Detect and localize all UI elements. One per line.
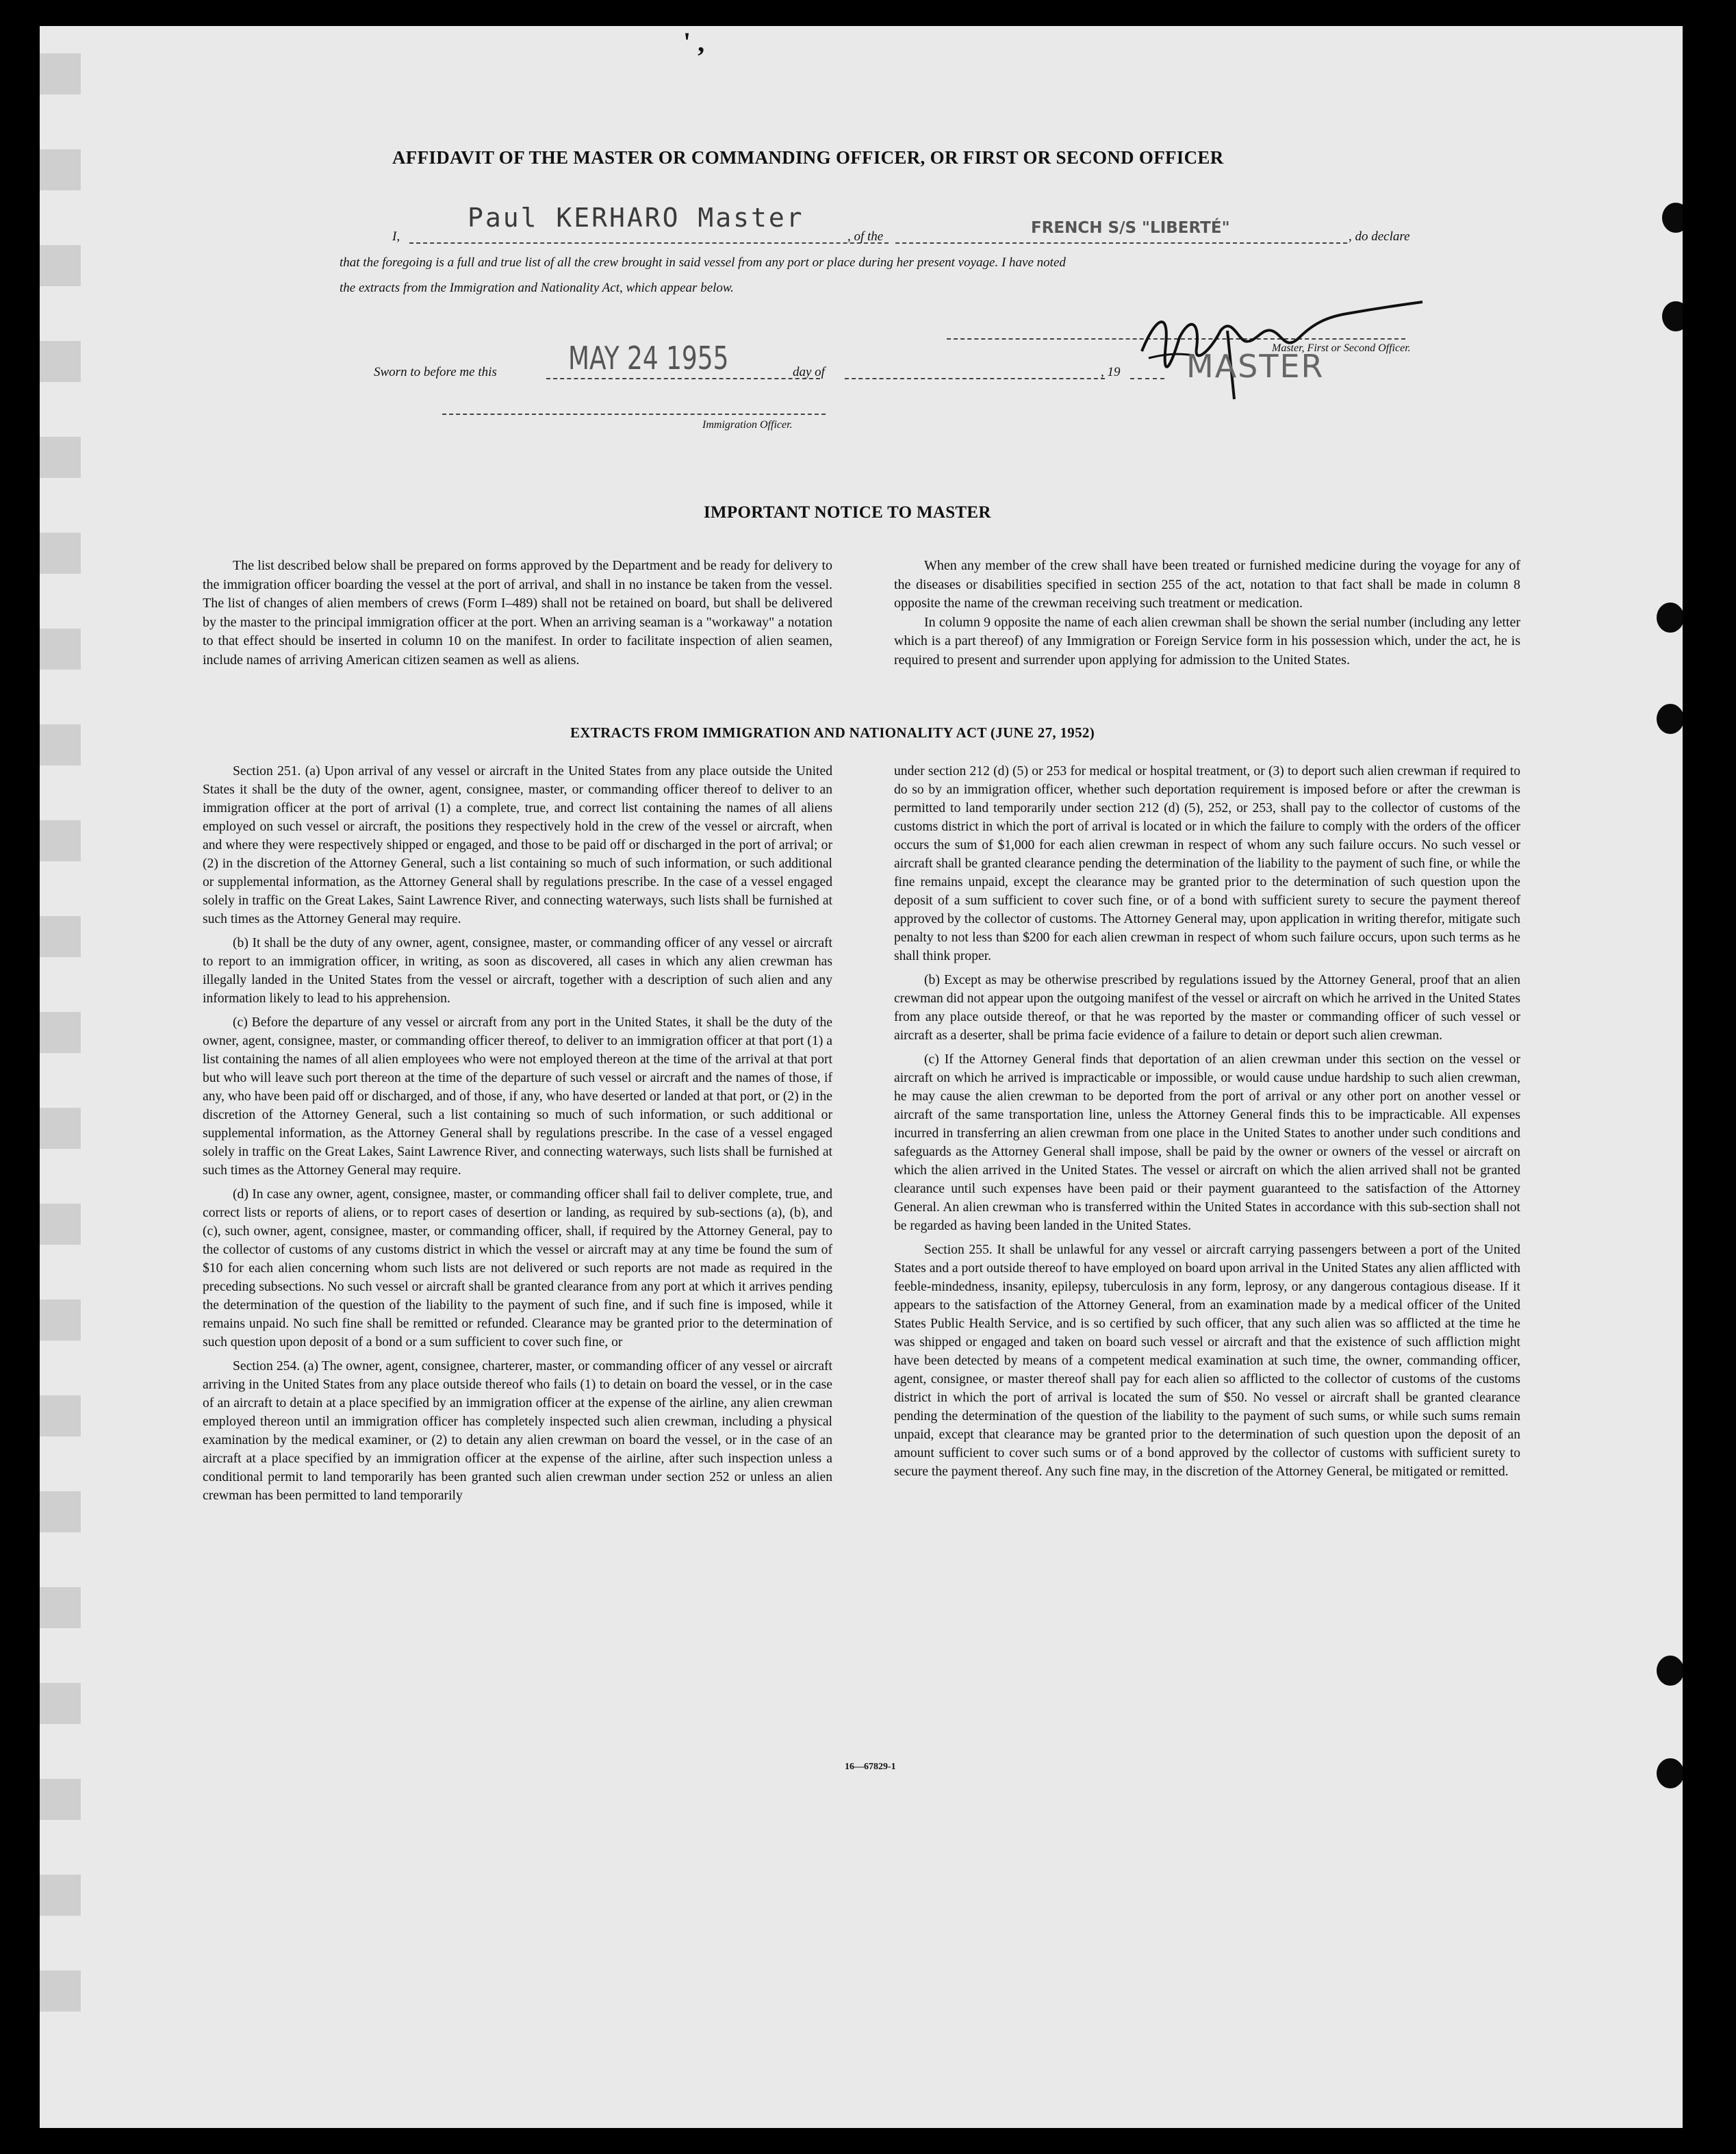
statement-line-2: the extracts from the Immigration and Nationality Act, which appear below. [340, 281, 734, 295]
section-251-a: Section 251. (a) Upon arrival of any vessel or aircraft in the United States from any place outside the United States it shall be the duty of the owner, agent, consignee, master, or commanding officer thereof to deliver to an immigration officer at the port of arrival (1) a complete, true, and correct list containing the names of all aliens employed on such vessel or aircraft, the positions they respectively hold in the crew of the vessel or aircraft, when and where they were respectively shipped or engaged, and those to be paid off or discharged in the port of arrival; or (2) in the discretion of the Attorney General, such a list containing so much of such information, or such additional or supplemental information, as the Attorney General shall by regulations prescribe. In the case of a vessel engaged solely in traffic on the Great Lakes, Saint Lawrence River, and connecting waterways, such lists shall be furnished at such times as the Attorney General may require. [203, 764, 832, 926]
of-the-label: , of the [847, 229, 884, 244]
punch-hole [1657, 1758, 1683, 1788]
punch-hole [1662, 301, 1683, 331]
officer-caption: Immigration Officer. [702, 419, 793, 431]
section-254-a: Section 254. (a) The owner, agent, consignee, charterer, master, or commanding officer of any vessel or aircraft arriving in the United States from any place outside thereof who fails (1) to detain on board the vessel, or in the case of an aircraft to detain at a place specified by an immigration officer at the expense of the airline, any alien crewman employed thereon until an immigration officer has completely inspected such alien crewman, including a physical examination by the medical examiner, or (2) to detain any alien crewman on board the vessel, or in the case of an aircraft at a place specified by an immigration officer at the expense of the airline, after such inspection unless a conditional permit to land temporarily has been granted such alien crewman under section 252 or unless an alien crewman has been permitted to land temporarily [203, 1359, 832, 1503]
section-254-b: (b) Except as may be otherwise prescribed by regulations issued by the Attorney General, proof that an alien crewman did not appear upon the outgoing manifest of the vessel or aircraft on which he arrived in the United States from any place outside thereof, or that he was reported by the master or commanding officer of such vessel or aircraft as a deserter, shall be prima facie evidence of a failure to detain or deport such alien crewman. [894, 973, 1520, 1043]
punch-hole [1657, 603, 1683, 633]
punch-hole [1657, 704, 1683, 734]
year-prefix-label: , 19 [1101, 365, 1121, 379]
vessel-name-stamp: FRENCH S/S "LIBERTÉ" [1031, 219, 1230, 237]
punch-hole [1657, 1656, 1683, 1686]
document-page [40, 26, 1683, 2128]
top-mark: ' , [683, 27, 705, 58]
notice-right-paragraph-1: When any member of the crew shall have been treated or furnished medicine during the voyage for any of the diseases or disabilities specified in section 255 of the act, notation to that fact shall be made in column 8 opposite the name of the crewman receiving such treatment or medication. [894, 558, 1520, 611]
officer-signature-line [442, 414, 826, 415]
page-edge-marks [40, 53, 81, 2039]
master-stamp: MASTER [1186, 348, 1325, 385]
name-line [409, 242, 889, 244]
sworn-date-line [546, 378, 820, 379]
extracts-right-column [894, 762, 1520, 1486]
affidavit-title: AFFIDAVIT OF THE MASTER OR COMMANDING OFFICER, OR FIRST OR SECOND OFFICER [392, 147, 1224, 168]
day-of-label: day of [793, 365, 825, 379]
notice-right-paragraph-2: In column 9 opposite the name of each alien crewman shall be shown the serial number (including any letter which is a part thereof) of any Immigration or Foreign Service form in his possession which, under the act, he is required to present and surrender upon applying for admission to the United States. [894, 614, 1520, 668]
notice-title: IMPORTANT NOTICE TO MASTER [704, 503, 991, 522]
notice-left-column [203, 557, 832, 670]
do-declare-label: , do declare [1349, 229, 1410, 244]
month-line [845, 378, 1105, 379]
sworn-date-stamp: MAY 24 1955 [568, 340, 729, 377]
vessel-line [895, 242, 1347, 244]
notice-right-column [894, 557, 1520, 670]
section-255: Section 255. It shall be unlawful for any vessel or aircraft carrying passengers between a port of the United States and a port outside thereof to have employed on board upon arrival in the United States any alien afflicted with feeble-mindedness, insanity, epilepsy, tuberculosis in any form, leprosy, or any dangerous contagious disease. If it appears to the satisfaction of the Attorney General, from an examination made by a medical officer of the United States Public Health Service, and is so certified by such officer, that any such alien was so afflicted at the time he was shipped or engaged and taken on board such vessel or aircraft and that the existence of such affliction might have been detected by means of a competent medical examination at such time, the owner, commanding officer, agent, consignee, or master thereof shall pay for each alien so afflicted to the collector of customs of the customs district in which the port of arrival is located the sum of $50. No vessel or aircraft shall be granted clearance pending the determination of the question of the liability to the payment of such sums, or while such sums remain unpaid, except that clearance may be granted prior to the determination of such question upon the deposit of an amount sufficient to cover such sums or of a bond approved by the collector of customs with sufficient surety to secure the payment thereof. Any such fine may, in the discretion of the Attorney General, be mitigated or remitted. [894, 1243, 1520, 1479]
section-254-a-continued: under section 212 (d) (5) or 253 for medical or hospital treatment, or (3) to deport such alien crewman if required to do so by an immigration officer, whether such deportation requirement is imposed before or after the crewman is permitted to land temporarily under section 212 (d) (5), 252, or 253, shall pay to the collector of customs of the customs district in which the port of arrival is located or in which the failure to comply with the orders of the officer occurs the sum of $1,000 for each alien crewman in respect of whom any such failure occurs. No such vessel or aircraft shall be granted clearance pending the determination of the liability to the payment of such fine, or while the fine remains unpaid, except the clearance may be granted prior to the determination of such question upon the deposit of a sum sufficient to cover such fine, or of a bond with sufficient surety to secure the payment thereof approved by the collector of customs. The Attorney General may, upon application in writing therefor, mitigate such penalty to not less than $200 for each alien crewman in respect of whom such failure occurs, upon such terms as he shall think proper. [894, 764, 1520, 963]
year-line [1130, 378, 1164, 379]
punch-hole [1662, 203, 1683, 233]
statement-line-1: that the foregoing is a full and true list of all the crew brought in said vessel from any port or place during her present voyage. I have noted [340, 255, 1066, 270]
extracts-title: EXTRACTS FROM IMMIGRATION AND NATIONALITY ACT (JUNE 27, 1952) [570, 724, 1095, 741]
master-caption: Master, First or Second Officer. [1272, 342, 1411, 354]
i-label: I, [392, 229, 400, 244]
notice-left-paragraph: The list described below shall be prepared on forms approved by the Department and be ready for delivery to the immigration officer boarding the vessel at the port of arrival, and shall in no instance be taken from the vessel. The list of changes of alien members of crews (Form I–489) shall not be retained on board, but shall be delivered by the master to the principal immigration officer at the port. When an arriving seaman is a "workaway" a notation to that effect should be inserted in column 10 on the manifest. In order to facilitate inspection of alien seamen, include names of arriving American citizen seamen as well as aliens. [203, 558, 832, 668]
master-name-typed: Paul KERHARO Master [468, 203, 804, 233]
section-251-d: (d) In case any owner, agent, consignee, master, or commanding officer shall fail to deliver complete, true, and correct lists or reports of aliens, or to report cases of desertion or landing, as required by sub-sections (a), (b), and (c), such owner, agent, consignee, master, or commanding officer, shall, if required by the Attorney General, pay to the collector of customs of any customs district in which the vessel or aircraft may at any time be found the sum of $10 for each alien concerning whom such lists are not delivered or such reports are not made as required in the preceding subsections. No such vessel or aircraft shall be granted clearance from any port at which it arrives pending the determination of the question of the liability to the payment of such fine, and if such fine is imposed, while it remains unpaid. No such fine shall be remitted or refunded. Clearance may be granted prior to the determination of such question upon deposit of a bond or a sum sufficient to cover such fine, or [203, 1187, 832, 1350]
section-251-b: (b) It shall be the duty of any owner, agent, consignee, master, or commanding officer of any vessel or aircraft to report to an immigration officer, in writing, as soon as discovered, all cases in which any alien crewman has illegally landed in the United States from the vessel or aircraft, together with a description of such alien and any information likely to lead to his apprehension. [203, 936, 832, 1006]
sworn-label: Sworn to before me this [374, 365, 497, 379]
form-code: 16—67829-1 [845, 1762, 896, 1772]
section-254-c: (c) If the Attorney General finds that deportation of an alien crewman under this section on the vessel or aircraft on which he arrived is impracticable or impossible, or would cause undue hardship to such alien crewman, he may cause the alien crewman to be deported from the port of arrival or any other port on another vessel or aircraft of the same transportation line, unless the Attorney General finds this to be impracticable. All expenses incurred in transferring an alien crewman from one place in the United States to another under such conditions and safeguards as the Attorney General shall impose, shall be paid by the owner or owners of the vessel or aircraft on which the alien arrived in the United States. The vessel or aircraft on which the alien arrived shall not be granted clearance until such expenses have been paid or their payment guaranteed to the satisfaction of the Attorney General. An alien crewman who is transferred within the United States in accordance with this sub-section shall not be regarded as having been landed in the United States. [894, 1052, 1520, 1233]
section-251-c: (c) Before the departure of any vessel or aircraft from any port in the United States, it shall be the duty of the owner, agent, consignee, master, or commanding officer thereof, to deliver to an immigration officer at that port (1) a list containing the names of all alien employees who were not employed thereon at the time of the arrival at that port but who will leave such port thereon at the time of the departure of such vessel or aircraft and the names of those, if any, who have been paid off or discharged, and of those, if any, who have deserted or landed at that port, or (2) in the discretion of the Attorney General, such a list containing so much of such information, or such additional or supplemental information, as the Attorney General shall by regulations prescribe. In the case of a vessel engaged solely in traffic on the Great Lakes, Saint Lawrence River, and connecting waterways, such lists shall be furnished at such times as the Attorney General may require. [203, 1015, 832, 1178]
extracts-left-column [203, 762, 832, 1510]
